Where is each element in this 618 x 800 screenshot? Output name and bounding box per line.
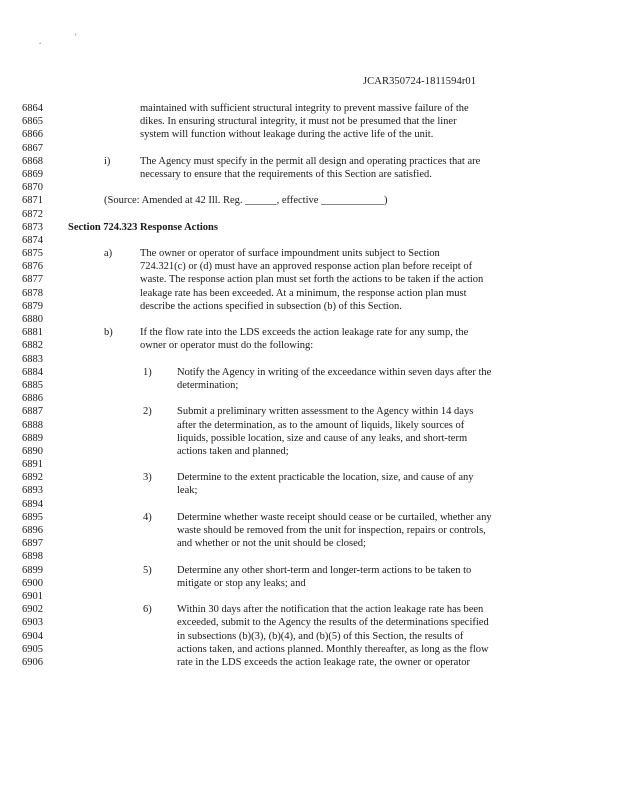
line-text: actions taken and planned;	[177, 445, 289, 457]
line-text: Determine to the extent practicable the location, size, and cause of any	[177, 472, 474, 484]
document-line	[0, 550, 618, 563]
line-number: 6893	[22, 485, 43, 497]
line-number: 6897	[22, 538, 43, 550]
document-id-header: JCAR350724-1811594r01	[363, 76, 477, 87]
line-number: 6872	[22, 208, 43, 220]
document-line	[0, 445, 618, 458]
document-line	[0, 484, 618, 497]
line-number: 6868	[22, 155, 43, 167]
line-number: 6894	[22, 498, 43, 510]
line-number: 6878	[22, 287, 43, 299]
line-text: dikes. In ensuring structural integrity, it must not be presumed that the liner	[140, 116, 457, 128]
line-number: 6869	[22, 168, 43, 180]
line-number: 6900	[22, 577, 43, 589]
line-number: 6879	[22, 300, 43, 312]
line-number: 6895	[22, 511, 43, 523]
line-number: 6875	[22, 248, 43, 260]
document-line	[0, 353, 618, 366]
document-line	[0, 616, 618, 629]
line-text: waste should be removed from the unit for inspection, repairs or controls,	[177, 525, 486, 536]
subsection-label: i)	[104, 155, 111, 167]
line-number: 6885	[22, 379, 43, 391]
section-heading: Section 724.323 Response Actions	[68, 221, 218, 233]
line-text: rate in the LDS exceeds the action leakage rate, the owner or operator	[177, 656, 470, 668]
line-number: 6904	[22, 630, 43, 642]
document-line	[0, 577, 618, 590]
line-number: 6890	[22, 445, 43, 457]
document-line	[0, 194, 618, 207]
line-text: mitigate or stop any leaks; and	[177, 577, 306, 589]
line-number: 6864	[22, 103, 43, 114]
line-number: 6906	[22, 656, 43, 668]
line-number: 6887	[22, 406, 43, 418]
line-number: 6882	[22, 340, 43, 352]
document-line	[0, 366, 618, 379]
line-number: 6871	[22, 195, 43, 207]
line-number: 6901	[22, 590, 43, 602]
line-text: Determine any other short-term and longer-term actions to be taken to	[177, 564, 472, 576]
document-line	[0, 313, 618, 326]
line-number: 6888	[22, 419, 43, 431]
line-number: 6867	[22, 142, 43, 154]
line-text: Notify the Agency in writing of the exceedance within seven days after the	[177, 366, 492, 378]
line-text: actions taken, and actions planned. Monthly thereafter, as long as the flow	[177, 643, 489, 655]
document-line	[0, 260, 618, 273]
line-number: 6902	[22, 604, 43, 616]
document-line	[0, 181, 618, 194]
line-number: 6883	[22, 353, 43, 365]
line-number: 6886	[22, 393, 43, 405]
document-line	[0, 471, 618, 484]
line-number: 6899	[22, 564, 43, 576]
line-number: 6903	[22, 617, 43, 629]
document-line	[0, 537, 618, 550]
document-line	[0, 498, 618, 511]
line-text: and whether or not the unit should be closed;	[177, 538, 366, 550]
document-line	[0, 339, 618, 352]
document-line	[0, 524, 618, 537]
line-text: waste. The response action plan must set forth the actions to be taken if the action	[140, 274, 484, 286]
line-number: 6898	[22, 551, 43, 563]
line-number: 6889	[22, 432, 43, 444]
document-line	[0, 590, 618, 603]
line-text: in subsections (b)(3), (b)(4), and (b)(5) of this Section, the results of	[177, 630, 464, 642]
line-text: leak;	[177, 485, 198, 497]
document-line	[0, 247, 618, 260]
line-text: exceeded, submit to the Agency the results of the determinations specified	[177, 617, 489, 629]
document-line	[0, 432, 618, 445]
document-line	[0, 128, 618, 141]
subsection-label: 1)	[143, 366, 152, 378]
document-line	[0, 168, 618, 181]
line-number: 6866	[22, 129, 43, 141]
document-line	[0, 208, 618, 221]
subsection-label: b)	[104, 327, 113, 339]
document-line	[0, 234, 618, 247]
line-number: 6884	[22, 366, 43, 378]
document-line	[0, 142, 618, 155]
subsection-label: 4)	[143, 511, 152, 523]
line-text: liquids, possible location, size and cause of any leaks, and short-term	[177, 432, 468, 444]
line-text: determination;	[177, 379, 239, 391]
line-text: The owner or operator of surface impoundment units subject to Section	[140, 248, 440, 260]
line-number: 6874	[22, 234, 43, 246]
document-line	[0, 287, 618, 300]
line-number: 6880	[22, 314, 43, 325]
document-line	[0, 273, 618, 286]
subsection-label: 3)	[143, 472, 152, 484]
document-line	[0, 326, 618, 339]
subsection-label: a)	[104, 248, 113, 260]
document-line	[0, 564, 618, 577]
document-line	[0, 115, 618, 128]
document-line	[0, 458, 618, 471]
line-text: Determine whether waste receipt should cease or be curtailed, whether any	[177, 511, 492, 523]
document-line	[0, 221, 618, 234]
document-line	[0, 643, 618, 656]
scan-speck: '	[75, 32, 77, 42]
line-text: Within 30 days after the notification that the action leakage rate has been	[177, 604, 484, 616]
line-number: 6896	[22, 525, 43, 536]
line-text: after the determination, as to the amount of liquids, likely sources of	[177, 419, 465, 431]
line-number: 6891	[22, 459, 43, 471]
document-line	[0, 656, 618, 669]
line-text: The Agency must specify in the permit all design and operating practices that are	[140, 155, 481, 167]
document-line	[0, 392, 618, 405]
subsection-label: 2)	[143, 406, 152, 418]
document-line	[0, 630, 618, 643]
line-number: 6877	[22, 274, 43, 286]
line-text: Submit a preliminary written assessment to the Agency within 14 days	[177, 406, 474, 418]
line-text: necessary to ensure that the requirements of this Section are satisfied.	[140, 168, 432, 180]
line-number: 6881	[22, 327, 43, 339]
subsection-label: 5)	[143, 564, 152, 576]
document-line	[0, 511, 618, 524]
line-text: 724.321(c) or (d) must have an approved response action plan before receipt of	[140, 261, 473, 273]
line-number: 6865	[22, 116, 43, 128]
line-number: 6905	[22, 643, 43, 655]
document-line	[0, 603, 618, 616]
document-line	[0, 300, 618, 313]
line-number: 6876	[22, 261, 43, 273]
line-number: 6870	[22, 182, 43, 194]
document-line	[0, 102, 618, 115]
line-text: If the flow rate into the LDS exceeds the action leakage rate for any sump, the	[140, 327, 469, 339]
line-text: maintained with sufficient structural integrity to prevent massive failure of the	[140, 103, 469, 114]
line-text: leakage rate has been exceeded. At a minimum, the response action plan must	[140, 287, 467, 299]
document-line	[0, 379, 618, 392]
source-note: (Source: Amended at 42 Ill. Reg. ______, effective ____________)	[104, 195, 388, 207]
line-number: 6873	[22, 221, 43, 233]
subsection-label: 6)	[143, 604, 152, 616]
line-text: system will function without leakage during the active life of the unit.	[140, 129, 434, 141]
line-text: owner or operator must do the following:	[140, 340, 314, 352]
document-line	[0, 419, 618, 432]
line-number: 6892	[22, 472, 43, 484]
line-text: describe the actions specified in subsection (b) of this Section.	[140, 300, 402, 312]
document-body	[0, 102, 618, 669]
document-line	[0, 405, 618, 418]
scan-speck: .	[39, 36, 42, 46]
document-line	[0, 155, 618, 168]
